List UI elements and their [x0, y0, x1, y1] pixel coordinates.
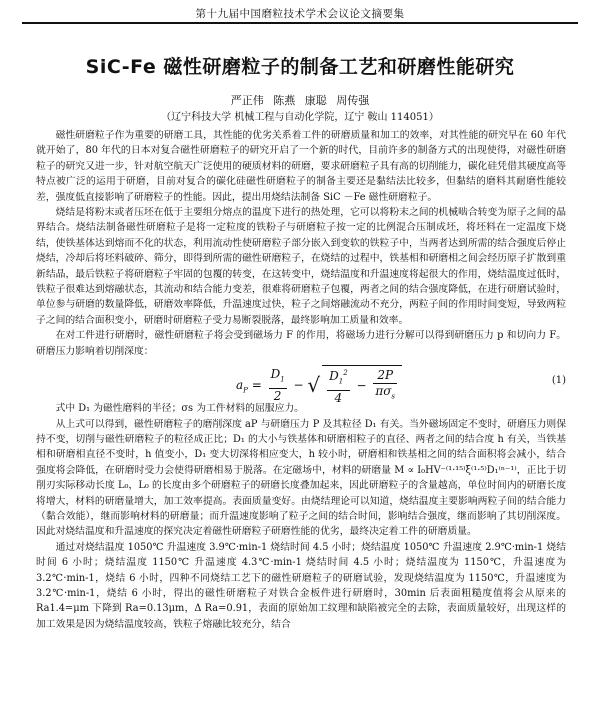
formula-note: 式中 D₁ 为磁性磨料的半径；σs 为工件材料的屈服应力。	[55, 403, 304, 415]
square-root-term: $\frac{D_1^2}{4}$ − $\frac{2P}{\pi\sigma_s}$	[322, 365, 402, 406]
paragraph-force: 在对工件进行研磨时，磁性研磨粒子将会受到磁场力 F 的作用，将磁场力进行分解可以得到研磨压力 p 和切向力 F。研磨压力影响着切削深度：	[36, 330, 566, 357]
paragraph-intro: 磁性研磨粒子作为重要的研磨工具，其性能的优劣关系着工件的研磨质量和加工的效率，对其性能的研究早在 60 年代就开始了，80 年代的日本对复合磁性研磨粒子的研究开启了一个新的时代，目前许多的制备方式的出现使得，对磁性研磨粒子的研究又进一步，针对航空航天广泛使用的硬质材料的研磨，要求研磨粒子具有高的切削能力，碳化硅凭借其硬度高等特点被广泛的运用于研磨，目前对复合的碳化硅磁性研磨粒子的制备主要还是黏结法比较多，但黏结的磨料其耐磨性能较差，强度低直接影响了研磨粒子的性能。因此，提出用烧结法制备 SiC －Fe 磁性研磨粒子。	[36, 130, 566, 203]
paper-affiliation: （辽宁科技大学 机械工程与自动化学院，辽宁 鞍山 114051）	[161, 112, 439, 123]
header-rule	[22, 22, 578, 24]
proceedings-header: 第十九届中国磨粒技术学术会议论文摘要集	[195, 8, 405, 20]
equation-1	[36, 359, 566, 405]
paper-title: SiC-Fe 磁性研磨粒子的制备工艺和研磨性能研究	[85, 56, 515, 78]
equation-expression: $a_P$ = $\frac{D_1}{2}$ − √ $\frac{D_1^2}{4}$ − $\frac{2P}{\pi\sigma_s}$	[236, 365, 402, 406]
paragraph-analysis: 从上式可以得到，磁性研磨粒子的磨削深度 aP 与研磨压力 P 及其粒径 D₁ 有关。当外磁场固定不变时，研磨压力则保持不变，切削与磁性研磨粒子的粒径成正比；D₁ 的大小与铁基体和研磨相粒子的直径、两者之间的结合度 h 有关，当铁基相和研磨相直径不变时，h 值变小，D₁ 变大切深将相应变大，h 较小时，研磨相和铁基相之间的结合面积将会减小，结合强度将会降低，在研磨时受力会使得研磨相易于脱落。在定磁场中，材料的研磨量 M ∝ I₀HV⁻⁽¹·¹⁵⁾ξ⁽¹·⁵⁾D₁⁽ⁿ⁻¹⁾，正比于切削刃实际移动长度 L₀，L₀ 的长度由多个研磨粒子的研磨长度叠加起来，因此研磨粒子的含量越高，单位时间内的研磨长度将增大，材料的研磨量增大，加工效率提高。表面质量变好。由烧结理论可以知道，烧结温度主要影响两粒子间的结合能力（黏合效能），继而影响材料的研磨量；而升温速度影响了粒子之间的结合时间，影响结合强度，继而影响了其切削深度。因此对烧结温度和升温速度的探究决定着磁性研磨粒子研磨性能的优劣，最终决定着工件的研磨质量。	[36, 418, 566, 538]
equation-number: (1)	[551, 375, 566, 387]
paragraph-experiment: 通过对烧结温度 1050℃ 升温速度 3.9℃·min-1 烧结时间 4.5 小时；烧结温度 1050℃ 升温速度 2.9℃·min-1 烧结时间 6 小时；烧结温度 1150℃ 升温速度 4.3℃·min-1 烧结时间 4.5 小时；烧结温度为 1150℃，升温速度为 3.2℃·min-1，烧结 6 小时，四种不同烧结工艺下的磁性研磨粒子的研磨试验，发现烧结温度为 1150℃，升温速度为 3.2℃·min-1，烧结 6 小时，得出的磁性研磨粒子对铁合金板件进行研磨时，30min 后表面粗糙度值将会从原来的 Ra1.4=μm 下降到 Ra=0.13μm，Δ Ra=0.91，表面的原始加工纹理和缺陷被完全的去除，表面质量较好，出现这样的加工效果是因为烧结温度较高，铁粒子熔融比较充分，结合	[36, 541, 566, 630]
paragraph-sintering: 烧结是将粉末或者压坯在低于主要组分熔点的温度下进行的热处理，它可以将粉末之间的机械啮合转变为原子之间的晶界结合。烧结法制备磁性研磨粒子是将一定粒度的铁粉子与研磨粒子按一定的比例混合压制成坯，将坯料在一定温度下烧结，使铁基体达到熔而不化的状态，利用流动性使研磨粒子部分嵌入到变软的铁粒子中，当两者达到所需的结合强度后停止烧结，冷却后将坯料破碎、筛分，即得到所需的磁性研磨粒子，在烧结的过程中，铁基相和研磨相之间会经历原子扩散到重新结晶，最后铁粒子将研磨粒子牢固的包覆的转变，在这转变中，烧结温度和升温速度将起很大的作用，烧结温度过低时，铁粒子很难达到熔融状态，其流动和结合能力变差，很难将研磨粒子包覆，两者之间的结合强度降低，在进行研磨试验时，单位参与研磨的数量降低，研磨效率降低，升温速度过快，粒子之间熔融流动不充分，两粒子间的作用时间变短，导致两粒子之间的结合面积变小，研磨时研磨粒子受力易断裂脱落，最终影响加工质量和效率。	[36, 207, 566, 326]
fraction-d1-over-2: $\frac{D_1}{2}$	[270, 367, 285, 403]
paper-body	[36, 128, 566, 632]
paper-authors: 严正伟 陈燕 康聪 周传强	[230, 94, 370, 107]
